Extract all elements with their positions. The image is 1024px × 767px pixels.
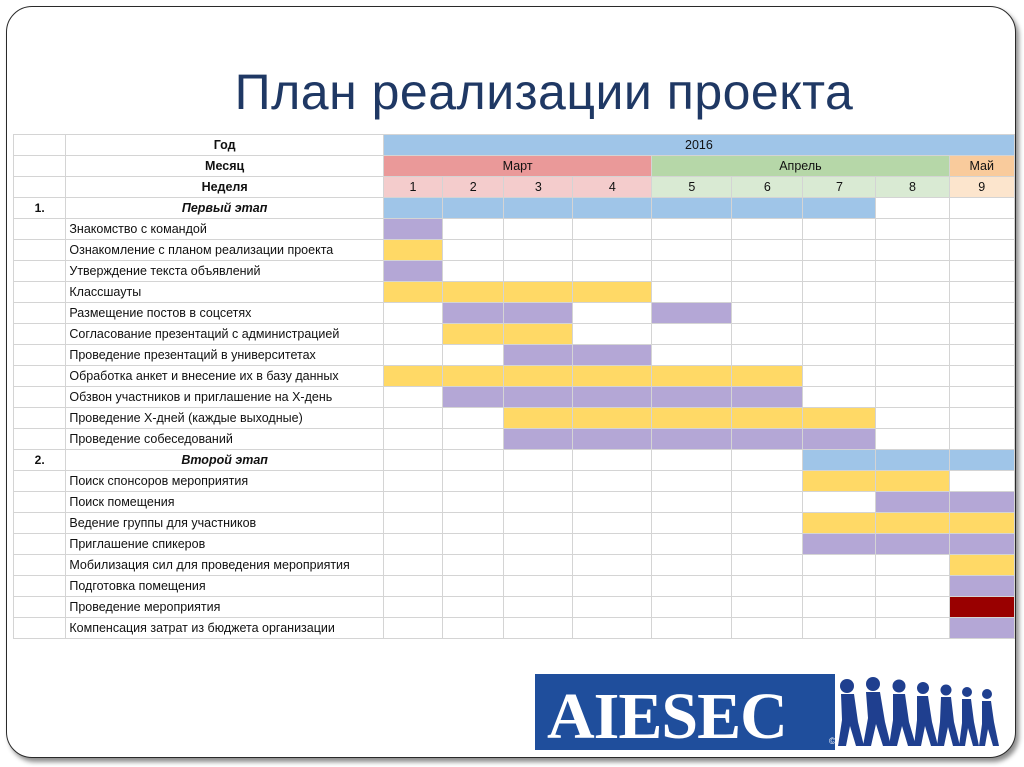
gantt-empty-cell [573,450,652,471]
task-label: Поиск спонсоров мероприятия [66,471,384,492]
gantt-bar-cell [383,198,442,219]
gantt-bar-cell [876,471,949,492]
task-row [14,576,1015,597]
gantt-bar-cell [504,408,573,429]
gantt-bar-cell [504,366,573,387]
gantt-bar-cell [949,597,1014,618]
gantt-empty-cell [876,198,949,219]
gantt-empty-cell [949,429,1014,450]
gantt-empty-cell [443,240,504,261]
gantt-empty-cell [803,261,876,282]
gantt-bar-cell [652,387,732,408]
gantt-empty-cell [732,576,803,597]
gantt-empty-cell [443,576,504,597]
gantt-empty-cell [383,576,442,597]
gantt-bar-cell [949,450,1014,471]
task-row [14,471,1015,492]
gantt-empty-cell [732,324,803,345]
gantt-bar-cell [383,366,442,387]
task-row [14,261,1015,282]
gantt-bar-cell [732,408,803,429]
task-label: Компенсация затрат из бюджета организации [66,618,384,639]
page-title: План реализации проекта [234,64,854,120]
gantt-empty-cell [443,597,504,618]
row-number [14,513,66,534]
gantt-empty-cell [573,618,652,639]
week-1: 1 [383,177,442,198]
gantt-empty-cell [803,618,876,639]
row-number [14,471,66,492]
gantt-bar-cell [504,387,573,408]
task-row [14,429,1015,450]
week-7: 7 [803,177,876,198]
gantt-bar-cell [949,534,1014,555]
gantt-bar-cell [803,513,876,534]
logo-text: AIESEC [547,680,787,750]
gantt-empty-cell [732,471,803,492]
gantt-empty-cell [383,429,442,450]
gantt-empty-cell [732,345,803,366]
gantt-empty-cell [652,492,732,513]
header-row-month [14,156,1015,177]
gantt-table [13,134,1015,639]
gantt-empty-cell [443,513,504,534]
gantt-empty-cell [732,219,803,240]
gantt-empty-cell [383,513,442,534]
task-row [14,345,1015,366]
gantt-empty-cell [573,576,652,597]
gantt-empty-cell [383,618,442,639]
gantt-empty-cell [443,555,504,576]
gantt-empty-cell [949,408,1014,429]
gantt-empty-cell [443,408,504,429]
slide [6,6,1016,758]
gantt-empty-cell [876,618,949,639]
gantt-empty-cell [652,240,732,261]
gantt-empty-cell [803,345,876,366]
gantt-empty-cell [949,366,1014,387]
task-label: Ознакомление с планом реализации проекта [66,240,384,261]
gantt-empty-cell [383,534,442,555]
gantt-bar-cell [732,387,803,408]
month-march: Март [383,156,651,177]
gantt-bar-cell [652,366,732,387]
row-number [14,597,66,618]
gantt-empty-cell [732,492,803,513]
gantt-bar-cell [876,492,949,513]
gantt-bar-cell [443,366,504,387]
header-row-year [14,135,1015,156]
month-label: Месяц [66,156,384,177]
week-4: 4 [573,177,652,198]
gantt-empty-cell [876,282,949,303]
row-number [14,261,66,282]
gantt-empty-cell [949,261,1014,282]
gantt-empty-cell [652,261,732,282]
task-row [14,366,1015,387]
gantt-empty-cell [876,303,949,324]
gantt-bar-cell [876,513,949,534]
gantt-empty-cell [803,555,876,576]
row-number [14,324,66,345]
gantt-empty-cell [383,345,442,366]
gantt-empty-cell [732,240,803,261]
gantt-empty-cell [876,219,949,240]
gantt-empty-cell [443,450,504,471]
gantt-bar-cell [504,429,573,450]
gantt-bar-cell [652,303,732,324]
task-label: Ведение группы для участников [66,513,384,534]
gantt-empty-cell [949,240,1014,261]
task-row [14,492,1015,513]
gantt-empty-cell [949,471,1014,492]
gantt-empty-cell [876,576,949,597]
gantt-empty-cell [652,555,732,576]
gantt-empty-cell [443,492,504,513]
gantt-bar-cell [573,366,652,387]
task-row [14,534,1015,555]
gantt-bar-cell [573,408,652,429]
task-label: Проведение Х-дней (каждые выходные) [66,408,384,429]
gantt-empty-cell [732,450,803,471]
task-label: Классшауты [66,282,384,303]
gantt-empty-cell [652,534,732,555]
row-number [14,555,66,576]
gantt-empty-cell [652,513,732,534]
row-number [14,618,66,639]
row-number: 2. [14,450,66,471]
gantt-bar-cell [803,198,876,219]
gantt-empty-cell [949,324,1014,345]
task-label: Обработка анкет и внесение их в базу данных [66,366,384,387]
task-row [14,387,1015,408]
task-row [14,618,1015,639]
gantt-bar-cell [732,366,803,387]
header-cell [14,177,66,198]
gantt-empty-cell [876,408,949,429]
task-label: Проведение мероприятия [66,597,384,618]
row-number [14,387,66,408]
gantt-bar-cell [803,450,876,471]
gantt-bar-cell [443,198,504,219]
gantt-empty-cell [443,219,504,240]
gantt-empty-cell [876,324,949,345]
gantt-bar-cell [949,576,1014,597]
row-number [14,345,66,366]
walking-people-icon [835,674,1003,750]
gantt-empty-cell [383,597,442,618]
gantt-empty-cell [573,471,652,492]
gantt-empty-cell [504,576,573,597]
gantt-empty-cell [876,366,949,387]
gantt-empty-cell [504,261,573,282]
gantt-empty-cell [504,219,573,240]
year-value: 2016 [383,135,1014,156]
gantt-bar-cell [949,555,1014,576]
gantt-bar-cell [803,471,876,492]
gantt-bar-cell [573,387,652,408]
task-label: Проведение презентаций в университетах [66,345,384,366]
gantt-empty-cell [652,345,732,366]
gantt-empty-cell [949,219,1014,240]
gantt-bar-cell [876,534,949,555]
gantt-empty-cell [732,513,803,534]
task-label: Приглашение спикеров [66,534,384,555]
task-row [14,282,1015,303]
gantt-empty-cell [732,282,803,303]
task-label: Согласование презентаций с администрацией [66,324,384,345]
week-8: 8 [876,177,949,198]
stage-row [14,198,1015,219]
gantt-empty-cell [443,261,504,282]
gantt-empty-cell [876,345,949,366]
gantt-bar-cell [443,387,504,408]
row-number [14,240,66,261]
gantt-bar-cell [383,282,442,303]
stage-row [14,450,1015,471]
gantt-empty-cell [732,303,803,324]
row-number [14,492,66,513]
stage-label: Второй этап [66,450,384,471]
gantt-empty-cell [652,576,732,597]
task-row [14,240,1015,261]
gantt-bar-cell [383,261,442,282]
row-number [14,219,66,240]
gantt-empty-cell [876,387,949,408]
task-label: Подготовка помещения [66,576,384,597]
gantt-empty-cell [732,534,803,555]
week-2: 2 [443,177,504,198]
week-9: 9 [949,177,1014,198]
gantt-bar-cell [949,618,1014,639]
gantt-empty-cell [573,240,652,261]
gantt-bar-cell [949,492,1014,513]
gantt-empty-cell [652,282,732,303]
gantt-empty-cell [504,555,573,576]
gantt-bar-cell [732,429,803,450]
task-label: Знакомство с командой [66,219,384,240]
gantt-empty-cell [383,492,442,513]
gantt-empty-cell [803,597,876,618]
gantt-empty-cell [949,303,1014,324]
gantt-empty-cell [949,387,1014,408]
row-number [14,576,66,597]
gantt-empty-cell [652,219,732,240]
gantt-empty-cell [504,618,573,639]
gantt-empty-cell [504,513,573,534]
gantt-empty-cell [573,303,652,324]
task-row [14,408,1015,429]
gantt-bar-cell [803,534,876,555]
header-cell [14,156,66,177]
task-label: Утверждение текста объявлений [66,261,384,282]
gantt-empty-cell [443,618,504,639]
gantt-bar-cell [443,303,504,324]
gantt-empty-cell [803,576,876,597]
week-3: 3 [504,177,573,198]
gantt-bar-cell [573,429,652,450]
gantt-empty-cell [803,366,876,387]
gantt-empty-cell [504,534,573,555]
gantt-empty-cell [732,597,803,618]
gantt-empty-cell [573,492,652,513]
task-row [14,513,1015,534]
gantt-empty-cell [573,261,652,282]
gantt-empty-cell [573,597,652,618]
task-label: Обзвон участников и приглашение на Х-день [66,387,384,408]
gantt-empty-cell [803,240,876,261]
gantt-empty-cell [876,555,949,576]
gantt-empty-cell [732,555,803,576]
row-number [14,366,66,387]
gantt-empty-cell [803,324,876,345]
gantt-empty-cell [652,618,732,639]
gantt-empty-cell [443,345,504,366]
gantt-empty-cell [803,387,876,408]
gantt-bar-cell [504,282,573,303]
row-number [14,282,66,303]
task-row [14,303,1015,324]
gantt-empty-cell [732,618,803,639]
task-label: Мобилизация сил для проведения мероприятия [66,555,384,576]
gantt-empty-cell [383,324,442,345]
gantt-bar-cell [504,324,573,345]
gantt-bar-cell [652,429,732,450]
gantt-bar-cell [443,324,504,345]
gantt-empty-cell [443,534,504,555]
gantt-empty-cell [949,282,1014,303]
gantt-empty-cell [573,513,652,534]
gantt-bar-cell [652,198,732,219]
gantt-empty-cell [443,429,504,450]
task-label: Проведение собеседований [66,429,384,450]
row-number: 1. [14,198,66,219]
gantt-empty-cell [504,471,573,492]
gantt-bar-cell [573,282,652,303]
gantt-bar-cell [949,513,1014,534]
gantt-empty-cell [383,408,442,429]
task-label: Поиск помещения [66,492,384,513]
gantt-empty-cell [573,219,652,240]
gantt-bar-cell [504,303,573,324]
gantt-bar-cell [504,345,573,366]
row-number [14,303,66,324]
aiesec-logo [535,674,1003,750]
gantt-empty-cell [949,345,1014,366]
gantt-empty-cell [504,240,573,261]
week-label: Неделя [66,177,384,198]
gantt-bar-cell [573,345,652,366]
gantt-empty-cell [383,555,442,576]
header-row-week [14,177,1015,198]
gantt-empty-cell [732,261,803,282]
gantt-bar-cell [504,198,573,219]
gantt-empty-cell [876,597,949,618]
row-number [14,534,66,555]
gantt-empty-cell [383,450,442,471]
gantt-empty-cell [383,303,442,324]
gantt-empty-cell [949,198,1014,219]
gantt-bar-cell [383,219,442,240]
header-cell [14,135,66,156]
gantt-empty-cell [803,282,876,303]
gantt-empty-cell [383,471,442,492]
month-may: Май [949,156,1014,177]
gantt-bar-cell [803,408,876,429]
stage-label: Первый этап [66,198,384,219]
gantt-empty-cell [876,429,949,450]
gantt-empty-cell [803,303,876,324]
gantt-empty-cell [652,471,732,492]
task-row [14,597,1015,618]
week-5: 5 [652,177,732,198]
gantt-empty-cell [652,597,732,618]
gantt-empty-cell [573,555,652,576]
task-row [14,324,1015,345]
week-6: 6 [732,177,803,198]
month-april: Апрель [652,156,949,177]
gantt-bar-cell [732,198,803,219]
gantt-empty-cell [573,534,652,555]
task-label: Размещение постов в соцсетях [66,303,384,324]
gantt-bar-cell [876,450,949,471]
gantt-bar-cell [803,429,876,450]
task-row [14,555,1015,576]
gantt-empty-cell [652,324,732,345]
row-number [14,429,66,450]
year-label: Год [66,135,384,156]
gantt-bar-cell [383,240,442,261]
gantt-empty-cell [803,492,876,513]
gantt-empty-cell [803,219,876,240]
gantt-empty-cell [573,324,652,345]
gantt-empty-cell [504,597,573,618]
row-number [14,408,66,429]
gantt-empty-cell [383,387,442,408]
gantt-empty-cell [504,492,573,513]
gantt-empty-cell [876,261,949,282]
gantt-empty-cell [876,240,949,261]
gantt-empty-cell [504,450,573,471]
gantt-bar-cell [443,282,504,303]
gantt-bar-cell [652,408,732,429]
gantt-empty-cell [443,471,504,492]
gantt-empty-cell [652,450,732,471]
copyright-mark: © [829,736,836,746]
gantt-bar-cell [573,198,652,219]
task-row [14,219,1015,240]
